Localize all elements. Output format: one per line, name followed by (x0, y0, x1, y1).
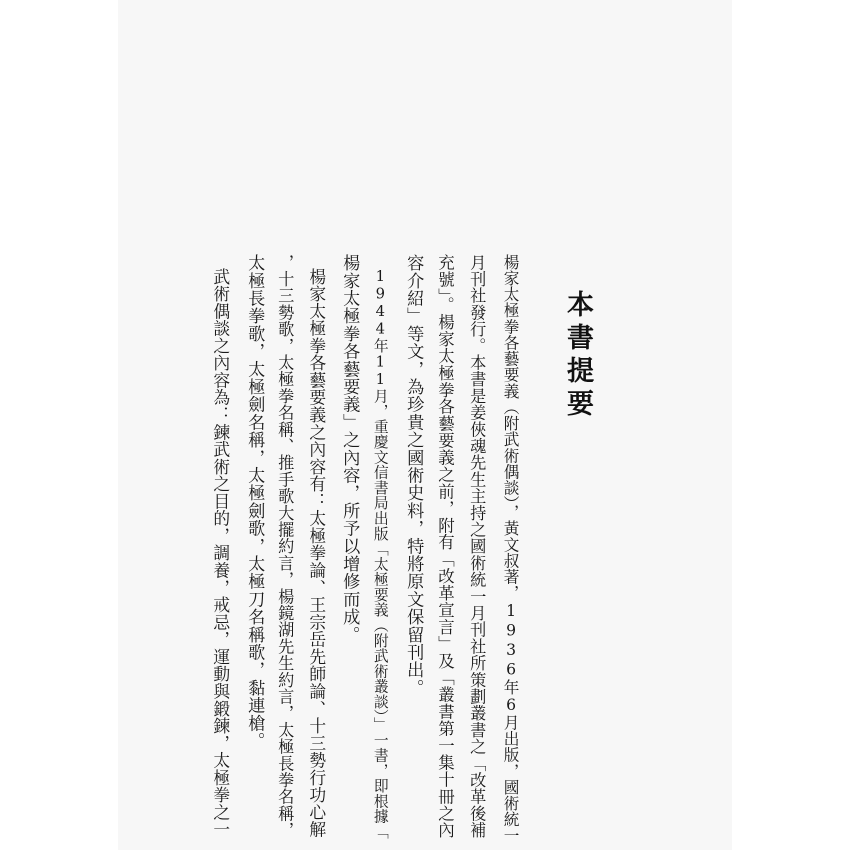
text-column: 1944年11月，重慶文信書局出版「太極要義（附武術叢談）」一書，即根據「 (371, 268, 389, 840)
text-column: 楊家太極拳各藝要義（附武術偶談），黃文叔著，1936年6月出版，國術統一 (501, 254, 521, 844)
text-column: ，十三勢歌，太極拳名稱、推手歌大擺約言，楊鏡湖先生約言，太極長拳名稱， (275, 254, 295, 839)
text-column: 楊家太極拳各藝要義之內容有：太極拳論、王宗岳先師論、十三勢行功心解 (306, 268, 327, 839)
page-title: 本書提要 (562, 290, 593, 422)
text-column: 充號」。楊家太極拳各藝要義之前，附有「改革宣言」及「叢書第一集十冊之內 (435, 254, 455, 839)
book-page (118, 0, 732, 850)
text-column: 月刊社發行。本書是姜俠魂先生主持之國術統一月刊社所策劃叢書之「改革後補 (467, 254, 487, 839)
text-column: 太極長拳歌，太極劍名稱，太極劍歌，太極刀名稱歌，黏連槍。 (244, 254, 265, 750)
text-column: 武術偶談之內容為：鍊武術之目的，調養，戒忌，運動與鍛鍊，太極拳之一 (210, 268, 231, 839)
text-column: 楊家太極拳各藝要義」之內容，所予以增修而成。 (339, 254, 360, 644)
text-column: 容介紹」等文，為珍貴之國術史料，特將原文保留刊出。 (403, 254, 424, 697)
